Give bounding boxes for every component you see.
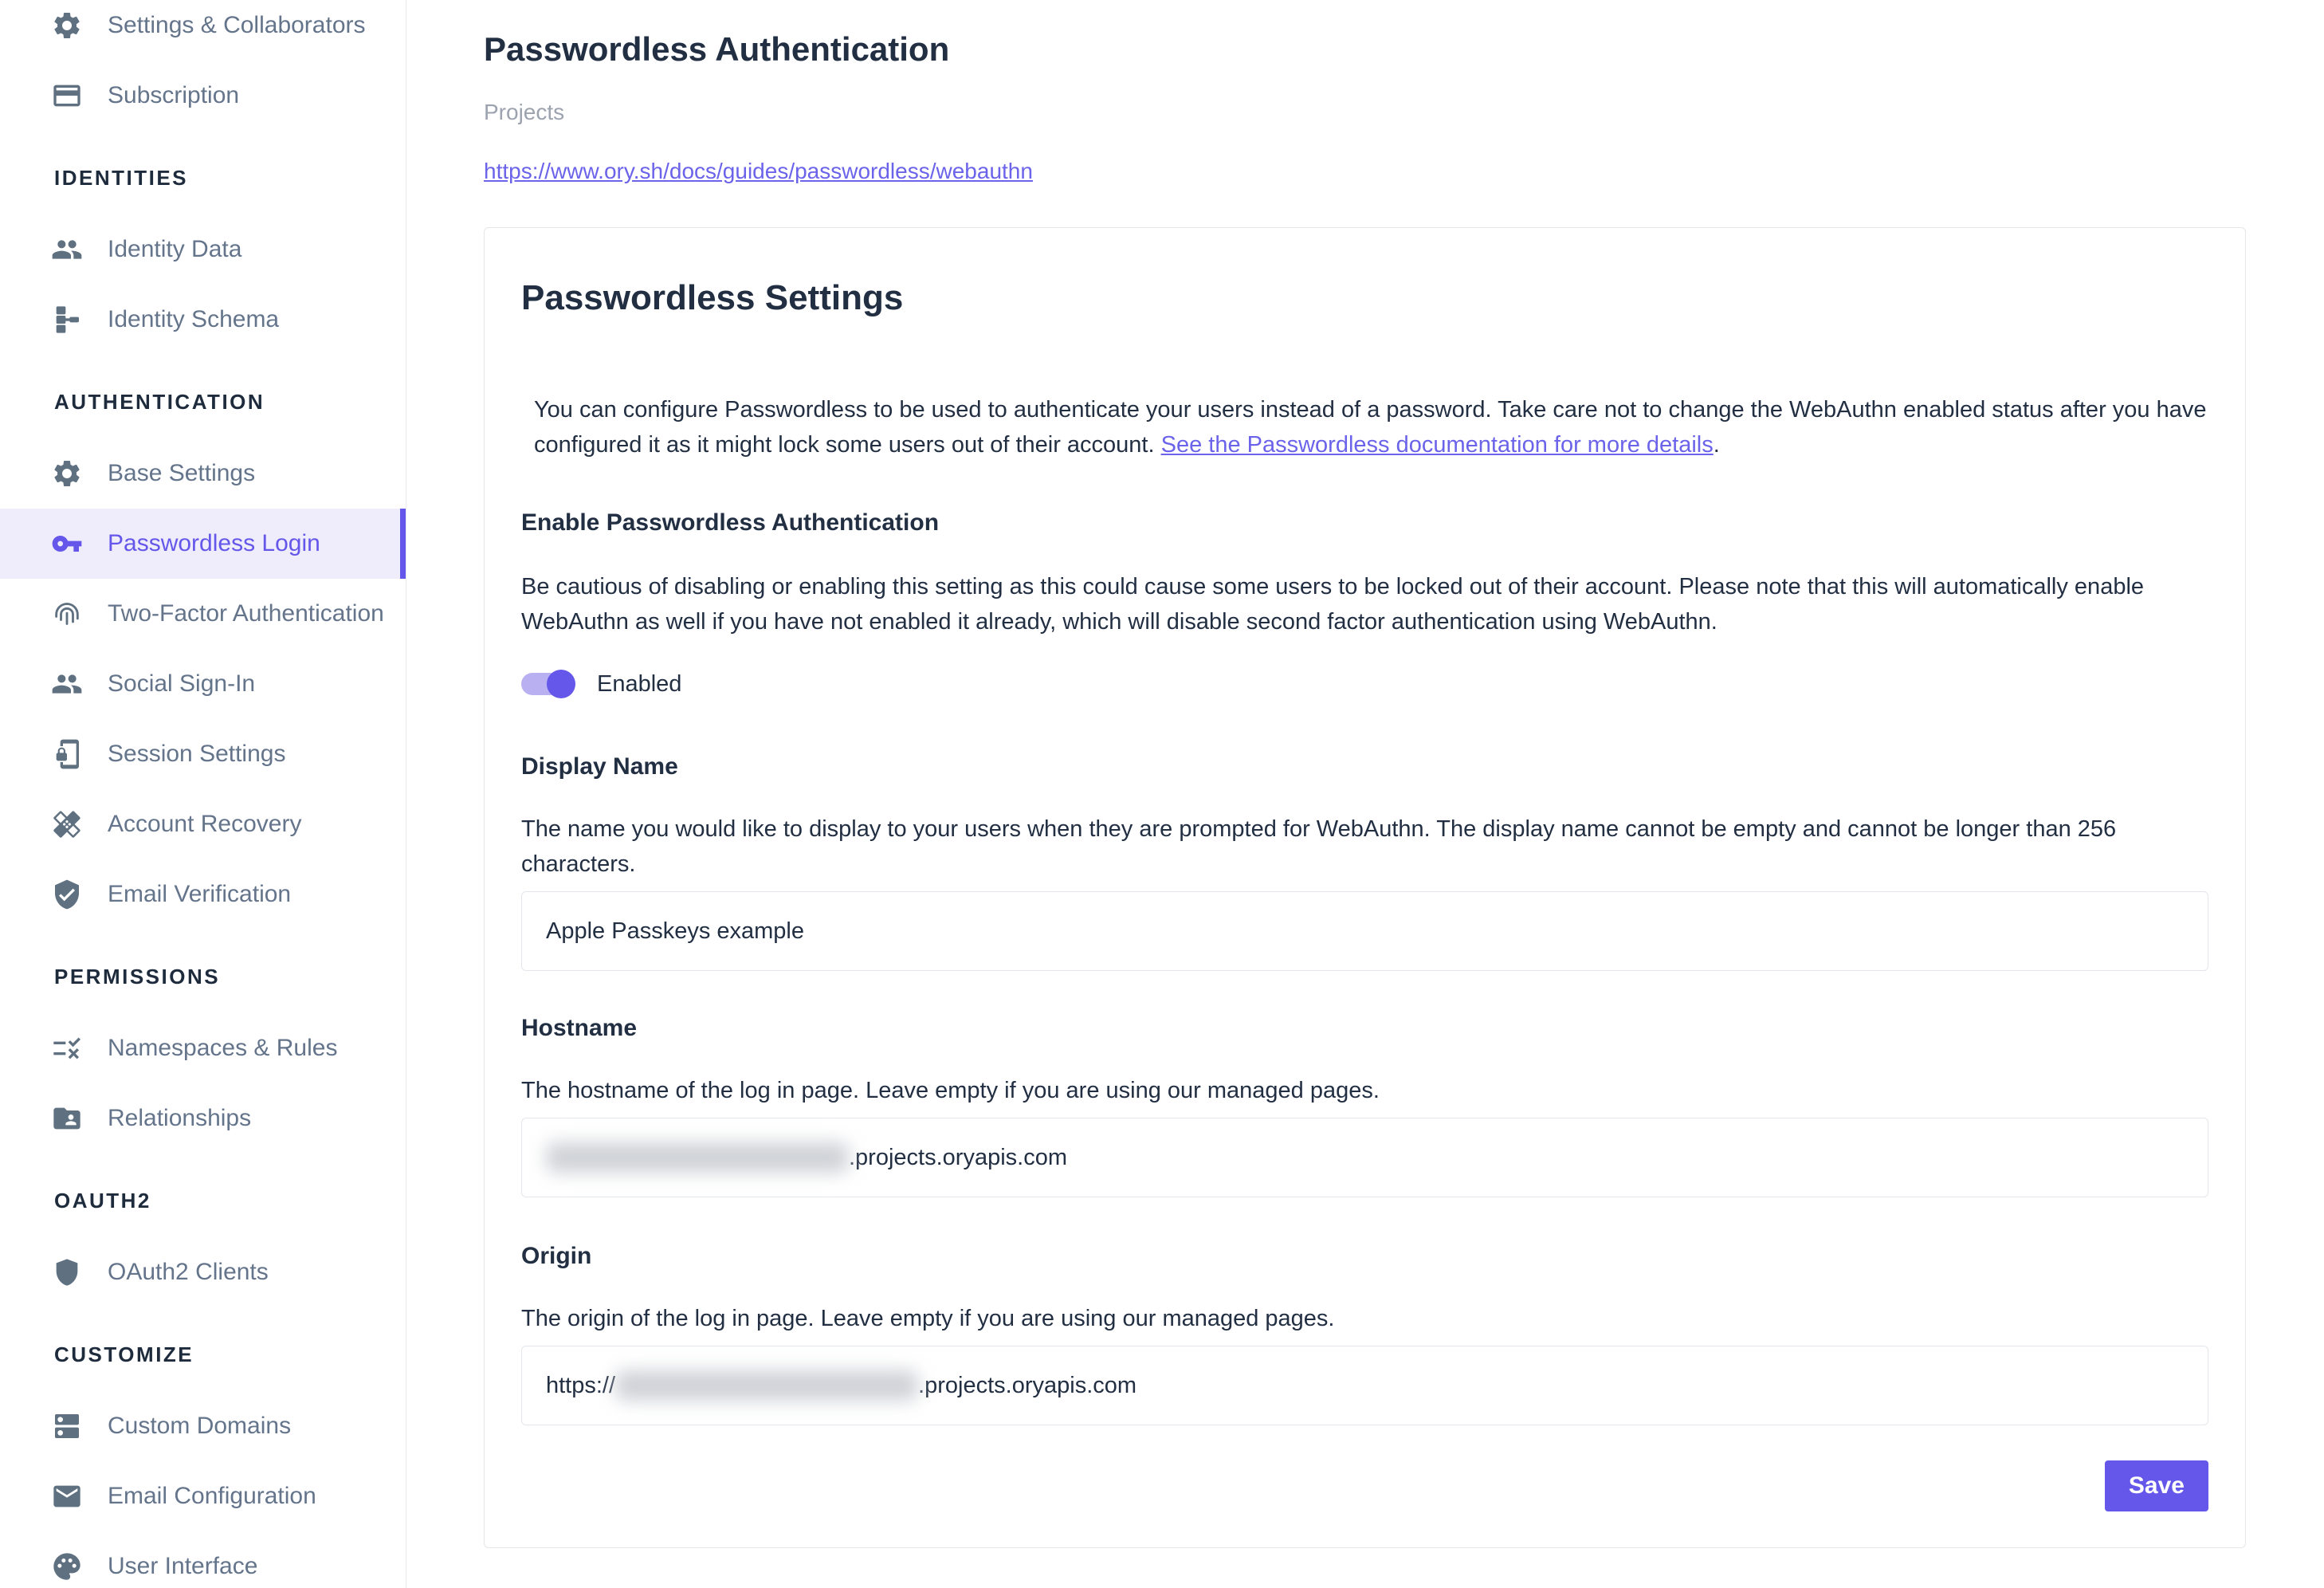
- enable-toggle[interactable]: [521, 673, 575, 695]
- healing-icon: [51, 808, 83, 840]
- sidebar-item-namespaces-rules[interactable]: [0, 1013, 406, 1083]
- sidebar-item-label: Social Sign-In: [108, 670, 256, 697]
- breadcrumb: Projects: [484, 100, 565, 124]
- doc-link[interactable]: https://www.ory.sh/docs/guides/passwordless/webauthn: [484, 159, 1033, 183]
- origin-visible-value: .projects.oryapis.com: [918, 1372, 1137, 1398]
- sidebar-item-label: Identity Data: [108, 236, 242, 262]
- main-content: [406, 0, 2324, 1588]
- sidebar-item-settings-collaborators[interactable]: [0, 0, 406, 61]
- sidebar-item-label: Account Recovery: [108, 811, 302, 837]
- sidebar-item-label: Email Configuration: [108, 1483, 316, 1509]
- shield-check-icon: [51, 879, 83, 910]
- origin-input[interactable]: [521, 1346, 2208, 1425]
- sidebar-item-label: Email Verification: [108, 881, 292, 907]
- people-icon: [51, 668, 83, 700]
- origin-description: The origin of the log in page. Leave empty if you are using our managed pages.: [521, 1306, 1335, 1331]
- sidebar-item-label: Settings & Collaborators: [108, 12, 366, 38]
- sidebar-item-label: Subscription: [108, 82, 240, 108]
- sidebar-item-label: User Interface: [108, 1553, 258, 1579]
- card-title: Passwordless Settings: [521, 278, 904, 317]
- sidebar: [0, 0, 406, 1588]
- origin-prefix: https://: [546, 1372, 616, 1398]
- sidebar-item-relationships[interactable]: [0, 1083, 406, 1154]
- display-name-value: Apple Passkeys example: [546, 918, 804, 944]
- gear-icon: [51, 10, 83, 41]
- display-name-heading: Display Name: [521, 753, 678, 780]
- redacted-text: [615, 1370, 918, 1401]
- gear-icon: [51, 458, 83, 489]
- passwordless-settings-card: [484, 227, 2246, 1548]
- hostname-heading: Hostname: [521, 1015, 638, 1041]
- sidebar-section-authentication: AUTHENTICATION: [54, 390, 265, 414]
- display-name-input[interactable]: [521, 891, 2208, 971]
- sidebar-item-label: Relationships: [108, 1105, 252, 1131]
- toggle-label: Enabled: [597, 670, 682, 697]
- dns-icon: [51, 1410, 83, 1442]
- sidebar-section-permissions: PERMISSIONS: [54, 965, 221, 989]
- enable-passwordless-heading: Enable Passwordless Authentication: [521, 509, 940, 536]
- sidebar-item-base-settings[interactable]: [0, 438, 406, 509]
- email-icon: [51, 1480, 83, 1512]
- intro-text: You can configure Passwordless to be used to authenticate your users instead of a password. Take care not to change the WebAuthn enabled status after you have configured it as it might lock some users out of their account.: [534, 397, 2207, 458]
- sidebar-section-customize: CUSTOMIZE: [54, 1342, 194, 1366]
- key-icon: [51, 528, 83, 560]
- sidebar-section-identities: IDENTITIES: [54, 166, 189, 190]
- sidebar-item-email-configuration[interactable]: [0, 1461, 406, 1531]
- redacted-text: [546, 1142, 849, 1173]
- sidebar-item-social-sign-in[interactable]: [0, 649, 406, 719]
- sidebar-item-identity-schema[interactable]: [0, 285, 406, 355]
- rule-icon: [51, 1032, 83, 1064]
- origin-heading: Origin: [521, 1243, 592, 1269]
- folder-user-icon: [51, 1103, 83, 1134]
- sidebar-item-label: Two-Factor Authentication: [108, 600, 384, 627]
- sidebar-item-account-recovery[interactable]: [0, 789, 406, 859]
- sidebar-item-email-verification[interactable]: [0, 859, 406, 930]
- sidebar-item-passwordless-login[interactable]: [0, 509, 406, 579]
- enable-toggle-row: [521, 670, 2208, 698]
- hostname-visible-value: .projects.oryapis.com: [849, 1144, 1067, 1170]
- display-name-description: The name you would like to display to your users when they are prompted for WebAuthn. The display name cannot be empty and cannot be longer than 256 characters.: [521, 816, 2117, 877]
- sidebar-item-user-interface[interactable]: [0, 1531, 406, 1588]
- palette-icon: [51, 1551, 83, 1582]
- intro-paragraph: [521, 392, 2208, 462]
- sidebar-item-identity-data[interactable]: [0, 214, 406, 285]
- sidebar-item-custom-domains[interactable]: [0, 1391, 406, 1461]
- sidebar-item-subscription[interactable]: [0, 61, 406, 131]
- enable-passwordless-description: Be cautious of disabling or enabling this setting as this could cause some users to be locked out of their account. Please note that this will automatically enable WebAuthn as well if you have not enabled it already, which will disable second factor authentication using WebAuthn.: [521, 574, 2145, 635]
- sidebar-item-label: OAuth2 Clients: [108, 1259, 269, 1285]
- passwordless-docs-link[interactable]: See the Passwordless documentation for more details: [1160, 432, 1714, 458]
- shield-icon: [51, 1256, 83, 1288]
- sidebar-item-two-factor-authentication[interactable]: [0, 579, 406, 649]
- sidebar-item-oauth2-clients[interactable]: [0, 1237, 406, 1307]
- fingerprint-icon: [51, 598, 83, 630]
- page-title: Passwordless Authentication: [484, 30, 950, 68]
- sidebar-item-label: Identity Schema: [108, 306, 280, 332]
- sidebar-item-label: Namespaces & Rules: [108, 1035, 338, 1061]
- sidebar-item-session-settings[interactable]: [0, 719, 406, 789]
- sidebar-item-label: Session Settings: [108, 741, 286, 767]
- sidebar-item-label: Custom Domains: [108, 1413, 292, 1439]
- toggle-knob: [547, 670, 575, 698]
- people-icon: [51, 234, 83, 265]
- sidebar-section-oauth2: OAUTH2: [54, 1189, 151, 1213]
- save-button[interactable]: Save: [2105, 1460, 2208, 1511]
- hostname-description: The hostname of the log in page. Leave empty if you are using our managed pages.: [521, 1078, 1380, 1103]
- schema-icon: [51, 304, 83, 336]
- sidebar-item-label: Base Settings: [108, 460, 256, 486]
- sidebar-item-label: Passwordless Login: [108, 530, 320, 556]
- save-row: [521, 1460, 2208, 1511]
- credit-card-icon: [51, 80, 83, 112]
- doc-link-row: [484, 158, 2246, 189]
- intro-suffix: .: [1713, 432, 1720, 458]
- hostname-input[interactable]: [521, 1118, 2208, 1197]
- phone-lock-icon: [51, 738, 83, 770]
